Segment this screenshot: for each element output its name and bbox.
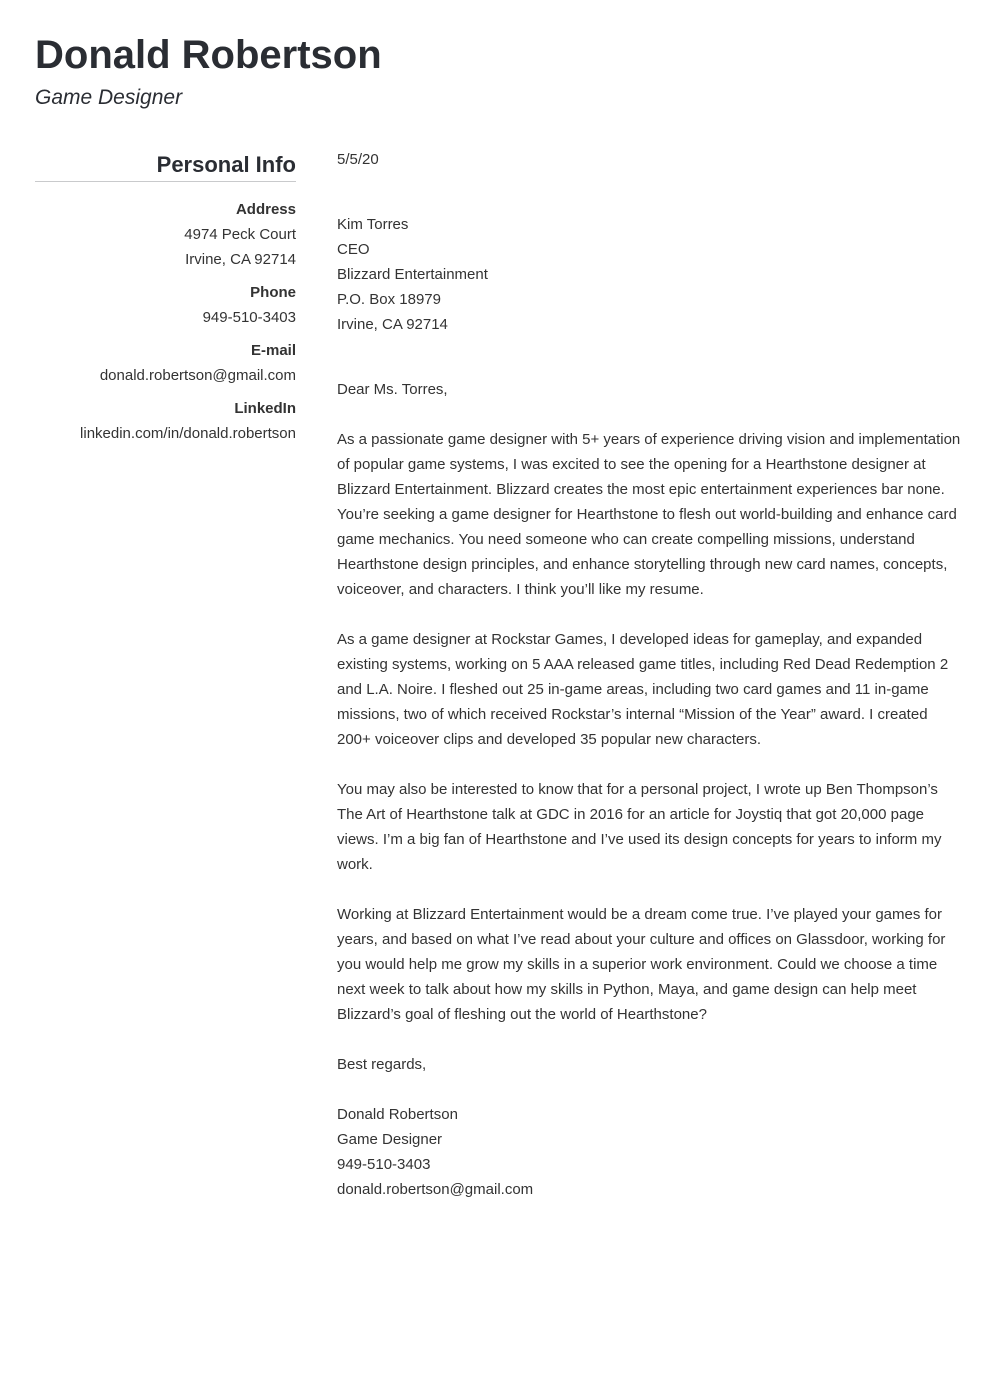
body-paragraph: As a game designer at Rockstar Games, I developed ideas for gameplay, and expanded existing systems, working on 5 AAA released game titles, including Red Dead Redemption 2 and L.A. Noire. I fleshed out 25 in-game areas, including two card games and 11 in-game missions, two of which received Rockstar’s internal “Mission of the Year” award. I created 200+ voiceover clips and developed 35 popular new characters. bbox=[337, 631, 949, 748]
phone-label: Phone bbox=[250, 284, 296, 301]
recipient-block bbox=[337, 212, 962, 337]
body-paragraph: Working at Blizzard Entertainment would be a dream come true. I’ve played your games for years, and based on what I’ve read about your culture and offices on Glassdoor, working for you would help me grow my skills in a superior work environment. Could we choose a time next week to talk about how my skills in Python, Maya, and game design can help meet Blizzard’s goal of fleshing out the world of Hearthstone? bbox=[337, 906, 946, 1023]
recipient-address-2: Irvine, CA 92714 bbox=[337, 316, 448, 333]
email-value[interactable]: donald.robertson@gmail.com bbox=[99, 367, 296, 384]
signature-block bbox=[337, 1102, 962, 1202]
phone-value: 949-510-3403 bbox=[202, 309, 296, 326]
address-label: Address bbox=[235, 201, 296, 218]
recipient-company: Blizzard Entertainment bbox=[337, 266, 488, 283]
signature-phone: 949-510-3403 bbox=[337, 1156, 431, 1173]
applicant-name: Donald Robertson bbox=[35, 33, 382, 77]
address-block bbox=[35, 197, 296, 272]
personal-info-sidebar bbox=[35, 150, 296, 446]
letter-date: 5/5/20 bbox=[337, 151, 379, 168]
closing: Best regards, bbox=[337, 1056, 427, 1073]
personal-info-heading: Personal Info bbox=[35, 150, 296, 182]
applicant-title: Game Designer bbox=[35, 86, 183, 109]
salutation: Dear Ms. Torres, bbox=[337, 381, 448, 398]
letter-header bbox=[35, 30, 382, 112]
linkedin-label: LinkedIn bbox=[234, 400, 296, 417]
recipient-address-1: P.O. Box 18979 bbox=[337, 291, 441, 308]
recipient-role: CEO bbox=[337, 241, 370, 258]
email-block bbox=[35, 338, 296, 388]
address-line-1: 4974 Peck Court bbox=[184, 226, 296, 243]
recipient-name: Kim Torres bbox=[337, 216, 409, 233]
body-paragraph: You may also be interested to know that for a personal project, I wrote up Ben Thompson’s The Art of Hearthstone talk at GDC in 2016 for an article for Joystiq that got 20,000 page views. I’m a big fan of Hearthstone and I’ve used its design concepts for years to inform my work. bbox=[337, 781, 942, 873]
linkedin-block bbox=[35, 396, 296, 446]
phone-block bbox=[35, 280, 296, 330]
letter-body bbox=[337, 147, 962, 1202]
body-paragraph: As a passionate game designer with 5+ years of experience driving vision and implementation of popular game systems, I was excited to see the opening for a Hearthstone designer at Blizzard Entertainment. Blizzard creates the most epic entertainment experiences bar none. You’re seeking a game designer for Hearthstone to flesh out world-building and enhance card game mechanics. You need someone who can create compelling missions, understand Hearthstone design principles, and enhance storytelling through new card names, concepts, voiceover, and characters. I think you’ll like my resume. bbox=[337, 431, 961, 598]
signature-email[interactable]: donald.robertson@gmail.com bbox=[337, 1181, 534, 1198]
address-line-2: Irvine, CA 92714 bbox=[185, 251, 296, 268]
signature-name: Donald Robertson bbox=[337, 1106, 458, 1123]
email-label: E-mail bbox=[250, 342, 296, 359]
linkedin-value[interactable]: linkedin.com/in/donald.robertson bbox=[80, 425, 296, 442]
signature-title: Game Designer bbox=[337, 1131, 443, 1148]
